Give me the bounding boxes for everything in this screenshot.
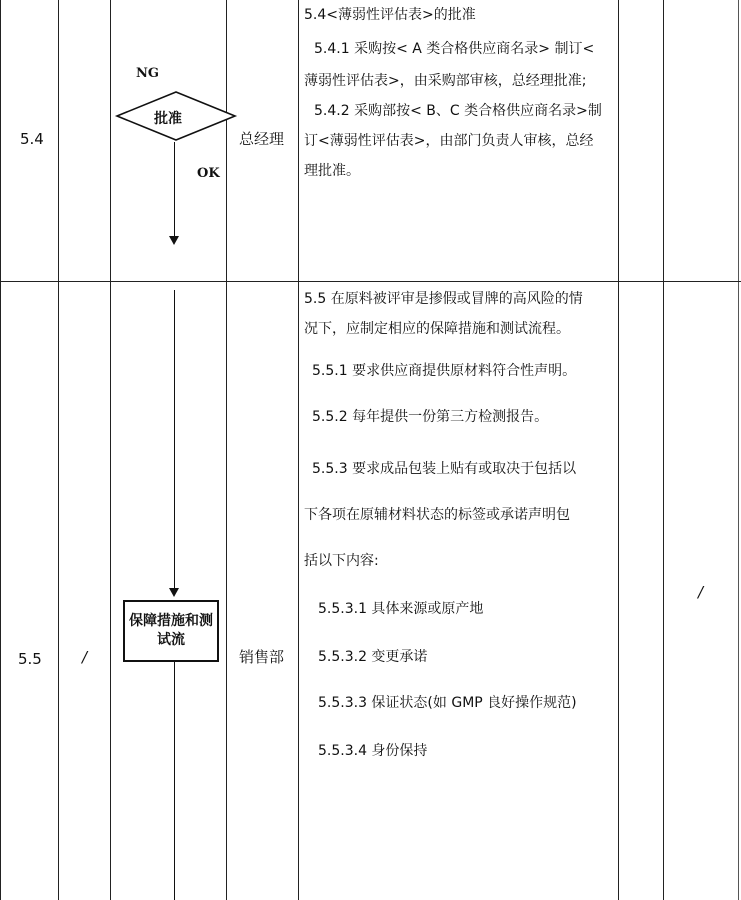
slash-mark: / [698,583,704,601]
text-line: 5.4.1 采购按< A 类合格供应商名录> 制订< [314,41,595,57]
arrow-down-icon [169,588,179,597]
column-divider [618,0,619,900]
row-number: 5.5 [18,650,42,668]
text-line: 下各项在原辅材料状态的标签或承诺声明包 [304,507,570,523]
flow-arrow-line [174,290,175,590]
text-line: 5.4.2 采购部按< B、C 类合格供应商名录>制 [314,103,602,119]
text-line: 5.5.3.2 变更承诺 [318,649,428,665]
table-border-left [0,0,1,900]
text-line: 5.5.3.3 保证状态(如 GMP 良好操作规范) [318,695,577,711]
department-label: 总经理 [239,130,285,148]
slash-mark: / [82,648,88,666]
text-line: 况下，应制定相应的保障措施和测试流程。 [304,321,570,337]
column-divider [298,0,299,900]
text-line: 5.4<薄弱性评估表>的批准 [304,7,476,23]
process-box [123,600,219,662]
text-line: 订<薄弱性评估表>，由部门负责人审核，总经 [304,133,594,149]
decision-label: 批准 [154,111,182,127]
text-line: 5.5.1 要求供应商提供原材料符合性声明。 [312,363,577,379]
department-label: 销售部 [239,648,285,666]
text-line: 5.5.3.1 具体来源或原产地 [318,601,484,617]
text-line: 括以下内容: [304,553,379,569]
text-line: 5.5 在原料被评审是掺假或冒牌的高风险的情 [304,291,583,307]
flow-arrow-line [174,662,175,900]
text-line: 5.5.3.4 身份保持 [318,743,428,759]
row-number: 5.4 [20,130,44,148]
text-line: 理批准。 [304,163,360,179]
column-divider [663,0,664,900]
ok-label: OK [197,166,220,181]
row-divider [0,281,741,282]
text-line: 薄弱性评估表>，由采购部审核，总经理批准; [304,73,587,89]
table-border-right [738,0,739,900]
arrow-down-icon [169,236,179,245]
column-divider [110,0,111,900]
process-label: 保障措施和测试流 [129,613,213,648]
text-line: 5.5.2 每年提供一份第三方检测报告。 [312,409,549,425]
ng-label: NG [136,66,159,81]
text-line: 5.5.3 要求成品包装上贴有或取决于包括以 [312,461,577,477]
flow-arrow-line [174,142,175,236]
column-divider [58,0,59,900]
